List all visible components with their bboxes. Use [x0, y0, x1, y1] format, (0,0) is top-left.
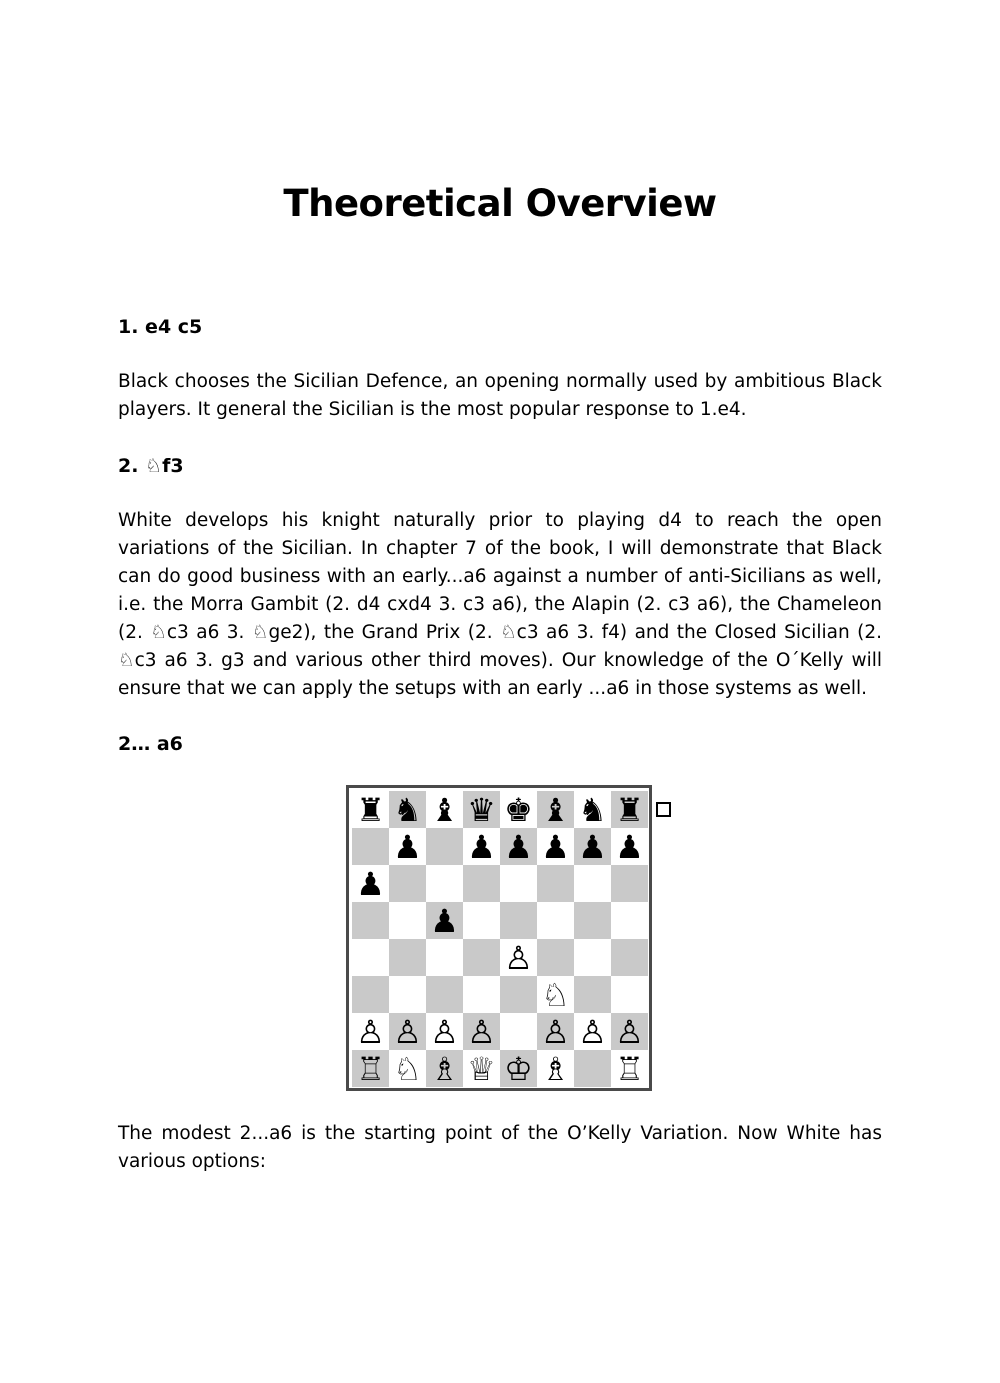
square-d6: [463, 865, 500, 902]
square-a6: ♟: [352, 865, 389, 902]
square-a8: ♜: [352, 791, 389, 828]
square-g2: ♙: [574, 1013, 611, 1050]
square-d1: ♕: [463, 1050, 500, 1087]
square-d3: [463, 976, 500, 1013]
square-c1: ♗: [426, 1050, 463, 1087]
square-f2: ♙: [537, 1013, 574, 1050]
move-heading-3: 2… a6: [118, 733, 183, 755]
square-g8: ♞: [574, 791, 611, 828]
square-g3: [574, 976, 611, 1013]
square-b5: [389, 902, 426, 939]
square-f7: ♟: [537, 828, 574, 865]
square-h4: [611, 939, 648, 976]
side-to-move-indicator: [656, 802, 671, 817]
square-b3: [389, 976, 426, 1013]
square-b6: [389, 865, 426, 902]
square-g5: [574, 902, 611, 939]
square-b4: [389, 939, 426, 976]
square-g6: [574, 865, 611, 902]
square-b8: ♞: [389, 791, 426, 828]
square-b2: ♙: [389, 1013, 426, 1050]
page-title: Theoretical Overview: [283, 182, 717, 225]
square-h7: ♟: [611, 828, 648, 865]
square-a7: [352, 828, 389, 865]
square-e6: [500, 865, 537, 902]
square-b7: ♟: [389, 828, 426, 865]
square-e4: ♙: [500, 939, 537, 976]
square-c6: [426, 865, 463, 902]
square-g1: [574, 1050, 611, 1087]
square-c4: [426, 939, 463, 976]
square-c2: ♙: [426, 1013, 463, 1050]
square-e1: ♔: [500, 1050, 537, 1087]
square-f1: ♗: [537, 1050, 574, 1087]
square-a5: [352, 902, 389, 939]
square-f4: [537, 939, 574, 976]
square-c8: ♝: [426, 791, 463, 828]
board-grid: [352, 791, 648, 1087]
move-heading-2: 2. ♘f3: [118, 455, 184, 477]
square-a4: [352, 939, 389, 976]
paragraph-2: White develops his knight naturally prior to playing d4 to reach the open variations of the Sicilian. In chapter 7 of the book, I will demonstrate that Black can do good business with an early...a6 against a number of anti-Sicilians as well, i.e. the Morra Gambit (2. d4 cxd4 3. c3 a6), the Alapin (2. c3 a6), the Chameleon (2. ♘c3 a6 3. ♘ge2), the Grand Prix (2. ♘c3 a6 3. f4) and the Closed Sicilian (2. ♘c3 a6 3. g3 and various other third moves). Our knowledge of the O´Kelly will ensure that we can apply the setups with an early ...a6 in those systems as well.: [118, 510, 882, 699]
move-heading-1: 1. e4 c5: [118, 316, 203, 338]
square-h6: [611, 865, 648, 902]
square-g4: [574, 939, 611, 976]
square-f3: ♘: [537, 976, 574, 1013]
square-e8: ♚: [500, 791, 537, 828]
square-e2: [500, 1013, 537, 1050]
square-h5: [611, 902, 648, 939]
square-d4: [463, 939, 500, 976]
paragraph-1: Black chooses the Sicilian Defence, an opening normally used by ambitious Black players. It general the Sicilian is the most popular response to 1.e4.: [118, 371, 882, 420]
chess-board: [346, 785, 652, 1091]
square-d2: ♙: [463, 1013, 500, 1050]
square-f8: ♝: [537, 791, 574, 828]
square-f5: [537, 902, 574, 939]
square-e7: ♟: [500, 828, 537, 865]
square-a3: [352, 976, 389, 1013]
square-d8: ♛: [463, 791, 500, 828]
square-h2: ♙: [611, 1013, 648, 1050]
square-d7: ♟: [463, 828, 500, 865]
square-a2: ♙: [352, 1013, 389, 1050]
paragraph-3: The modest 2...a6 is the starting point of the O’Kelly Variation. Now White has various options:: [118, 1123, 882, 1172]
square-e3: [500, 976, 537, 1013]
square-c7: [426, 828, 463, 865]
square-a1: ♖: [352, 1050, 389, 1087]
square-c3: [426, 976, 463, 1013]
square-d5: [463, 902, 500, 939]
square-f6: [537, 865, 574, 902]
square-h1: ♖: [611, 1050, 648, 1087]
square-h3: [611, 976, 648, 1013]
square-c5: ♟: [426, 902, 463, 939]
square-g7: ♟: [574, 828, 611, 865]
square-e5: [500, 902, 537, 939]
square-h8: ♜: [611, 791, 648, 828]
square-b1: ♘: [389, 1050, 426, 1087]
